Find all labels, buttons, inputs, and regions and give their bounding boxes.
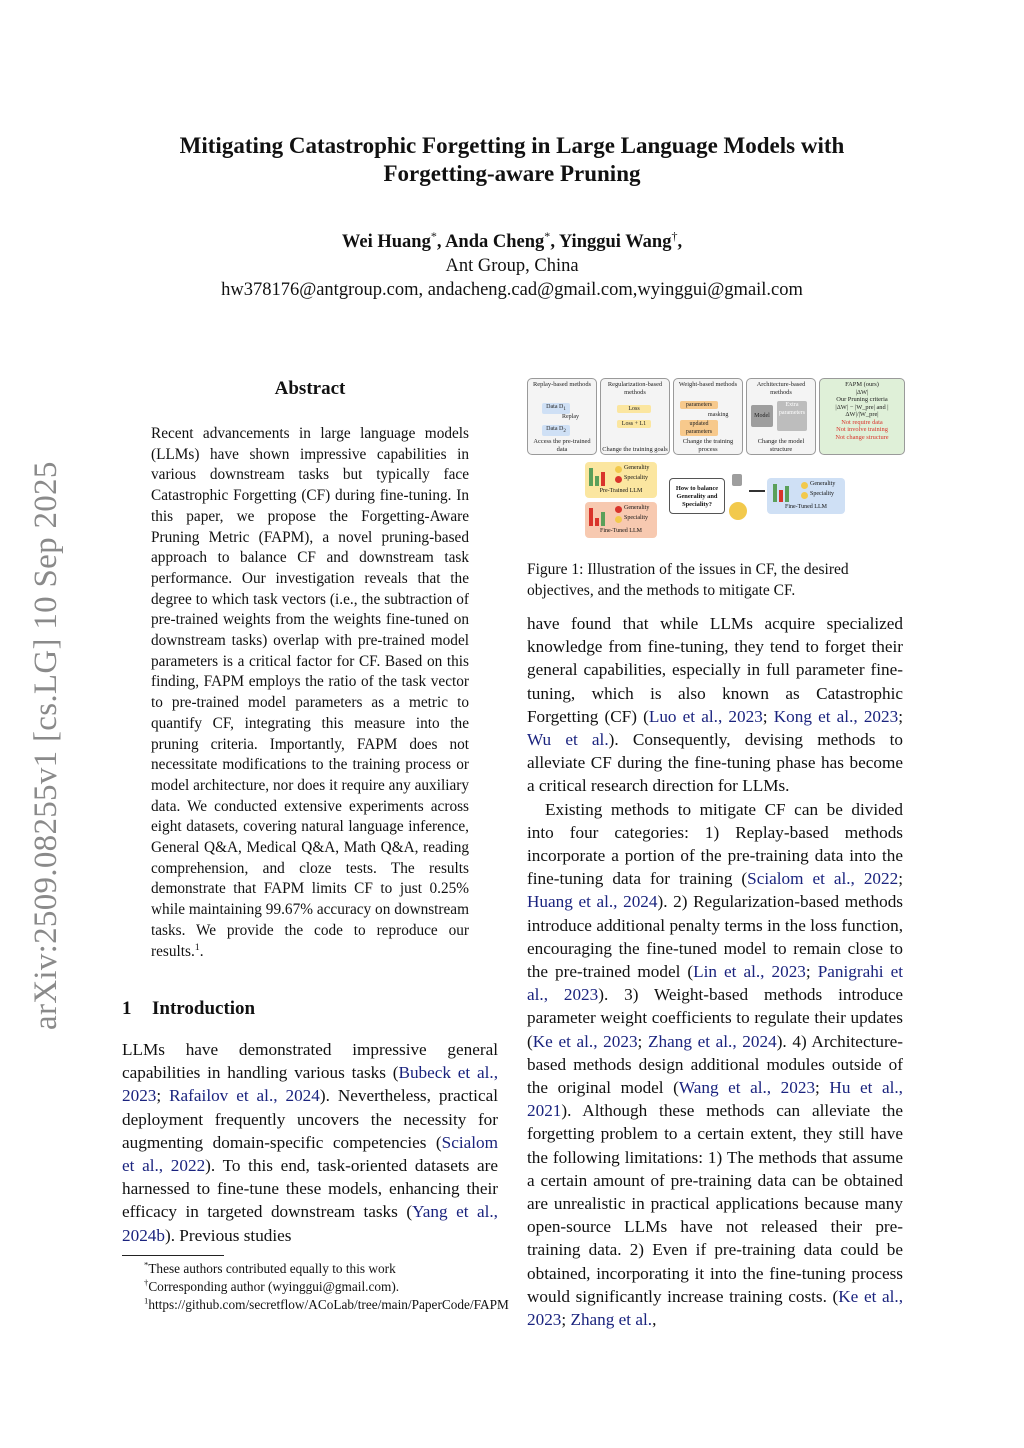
citation-link[interactable]: Ke et al., 2023	[527, 1286, 903, 1330]
footnote-mark: †	[144, 1277, 149, 1288]
intro-text: ). To this end, task-oriented datasets are harnessed to fine-tune these models, enhancing their efficacy in targeted downstream tasks (	[122, 1156, 498, 1222]
authors-block	[100, 230, 924, 302]
author-names	[100, 230, 924, 254]
replay-methods-box	[527, 378, 597, 455]
weight-methods-box	[673, 378, 743, 455]
author-suffix: ,	[677, 232, 683, 252]
speciality-label: Speciality	[810, 491, 834, 497]
architecture-methods-box	[746, 378, 816, 455]
bar-mark	[785, 486, 789, 502]
footnote-ref-1[interactable]: 1	[194, 941, 200, 953]
section-heading	[122, 998, 255, 1020]
weight-foot: Change the training process	[682, 438, 734, 453]
citation-link[interactable]: Bubeck et al., 2023	[122, 1063, 499, 1106]
arch-title: Architecture-based methods	[756, 381, 806, 396]
data-d1: Data D	[546, 404, 564, 410]
fapm-note-1: Not require data	[841, 418, 883, 426]
abstract-heading: Abstract	[274, 378, 346, 399]
fapm-criteria: Our Pruning criteria	[836, 396, 888, 403]
section-title: Introduction	[152, 998, 256, 1019]
reg-title: Regularization-based methods	[607, 381, 663, 396]
extra-params-block: Extra parameters	[777, 401, 807, 431]
title-line-1: Mitigating Catastrophic Forgetting in Large Language Models with	[179, 133, 845, 158]
citation-link[interactable]: Ke et al., 2023	[532, 1031, 638, 1051]
arxiv-stamp: arXiv:2509.08255v1 [cs.LG] 10 Sep 2025	[28, 461, 64, 1030]
citation-link[interactable]: Zhang et al., 2024	[648, 1031, 777, 1051]
body-text: ;	[561, 1310, 571, 1330]
citation-link[interactable]: Wu et al.	[527, 730, 609, 750]
fapm-note-2: Not involve training	[836, 426, 888, 433]
paragraph	[527, 798, 903, 1332]
reg-foot: Change the training goals	[602, 445, 668, 453]
paper-title	[100, 132, 924, 188]
paragraph	[527, 612, 903, 798]
bar-mark	[773, 484, 777, 502]
footnotes	[122, 1259, 509, 1314]
finetuned-llm-box	[585, 502, 657, 538]
pretrained-llm-box	[585, 462, 657, 498]
fapm-w: |ΔW|	[855, 388, 869, 396]
citation-link[interactable]: Luo et al., 2023	[648, 706, 763, 726]
smile-icon	[615, 466, 622, 473]
intro-text: ). Nevertheless, practical deployment frequently uncovers the necessity for augmenting domain-specific competencies (	[122, 1086, 498, 1152]
citation-link[interactable]: Wang et al., 2023	[678, 1078, 816, 1098]
data-d2-sub: 2	[563, 429, 566, 435]
generality-label: Generality	[624, 505, 650, 511]
thinking-face-icon	[729, 502, 747, 520]
footnote-1	[122, 1260, 482, 1278]
footnote-text: Corresponding author (wyinggui@gmail.com).	[148, 1279, 400, 1294]
body-text: ). Consequently, devising methods to alleviate CF during the fine-tuning phase has become a critical research direction for LLMs.	[527, 730, 904, 796]
citation-link[interactable]: Zhang et al.	[570, 1310, 653, 1330]
finetuned-label: Fine-Tuned LLM	[600, 528, 642, 534]
body-text: ;	[637, 1031, 648, 1051]
citation-link[interactable]: Kong et al., 2023	[773, 706, 899, 726]
bar-mark	[779, 490, 783, 502]
bar-icon	[589, 466, 613, 486]
abstract-body	[151, 424, 469, 962]
generality-label: Generality	[810, 481, 836, 487]
citation-link[interactable]: Lin et al., 2023	[693, 962, 806, 982]
intro-text: ;	[156, 1086, 170, 1106]
arrow-icon	[749, 490, 765, 492]
data-d1-sub: 1	[563, 407, 566, 413]
citation-link[interactable]: Scialom et al., 2022	[747, 869, 899, 889]
author-3: , Yinggui Wang	[550, 232, 672, 252]
intro-text: LLMs have demonstrated impressive general capabilities in handling various tasks (	[122, 1040, 498, 1083]
bar-mark	[589, 508, 593, 526]
data-d2: Data D	[546, 426, 564, 432]
fapm-formula: |ΔW| − |W_pre| and |ΔW|/|W_pre|	[835, 403, 889, 418]
updated-parameters-pill: updated parameters	[680, 420, 718, 436]
body-text: Existing methods to mitigate CF can be divided into four categories: 1) Replay-based methods incorporate a portion of the pre-training data into the fine-tuning data for training (	[527, 799, 903, 889]
citation-link[interactable]: Huang et al., 2024	[527, 892, 658, 912]
affiliation: Ant Group, China	[445, 256, 579, 276]
smile-icon	[615, 516, 622, 523]
bar-icon	[773, 482, 797, 502]
body-text: ). 2) Regularization-based methods introduce additional penalty terms in the loss function, encouraging the fine-tuned model to remain close to the pre-trained model (	[527, 892, 903, 982]
citation-link[interactable]: Rafailov et al., 2024	[169, 1086, 320, 1106]
author-1-mark: *	[430, 228, 437, 243]
speciality-label: Speciality	[624, 515, 648, 521]
intro-text: ). Previous studies	[164, 1225, 292, 1245]
bar-mark	[601, 472, 605, 486]
section-number: 1	[122, 998, 132, 1019]
figure-caption: Figure 1: Illustration of the issues in CF, the desired objectives, and the methods to mitigate CF.	[527, 561, 849, 599]
body-text: ). 4) Architecture-based methods design additional modules outside of the original model (	[527, 1031, 904, 1098]
body-text: ;	[898, 706, 903, 726]
author-2-mark: *	[544, 228, 551, 243]
replay-label: Replay	[562, 414, 579, 420]
parameters-pill: parameters	[680, 401, 718, 409]
bar-mark	[589, 468, 593, 486]
body-text: ;	[762, 706, 774, 726]
body-text: have found that while LLMs acquire specialized knowledge from fine-tuning, they tend to forget their general capabilities, especially in full parameter fine-tuning, which is also known as Catastrophic Forgetting (CF) (	[527, 614, 903, 726]
footnote-2	[122, 1278, 482, 1296]
author-1: Wei Huang	[341, 232, 431, 252]
finetuned-balanced-label: Fine-Tuned LLM	[785, 504, 827, 510]
right-column	[527, 612, 903, 1331]
pretrained-label: Pre-Trained LLM	[599, 488, 643, 494]
bar-mark	[595, 476, 599, 486]
speciality-label: Speciality	[624, 475, 648, 481]
fapm-note-3: Not change structure	[835, 433, 889, 441]
author-2: , Anda Cheng	[436, 232, 545, 252]
frown-icon	[615, 476, 622, 483]
data-d2-pill	[542, 425, 570, 436]
loss-pill: Loss	[617, 405, 651, 413]
arch-foot: Change the model structure	[757, 438, 805, 453]
body-text: ;	[815, 1078, 830, 1098]
masking-label: masking	[708, 412, 729, 418]
footnote-url[interactable]: https://github.com/secretflow/ACoLab/tree/main/PaperCode/FAPM	[148, 1297, 509, 1312]
frown-icon	[615, 506, 622, 513]
emails: hw378176@antgroup.com, andacheng.cad@gmail.com,wyinggui@gmail.com	[221, 280, 803, 300]
bar-icon	[589, 506, 613, 526]
generality-label: Generality	[624, 465, 650, 471]
bar-mark	[595, 518, 599, 526]
citation-link[interactable]: Scialom et al., 2022	[122, 1132, 498, 1176]
body-text: ;	[805, 962, 818, 982]
replay-title: Replay-based methods	[532, 381, 592, 388]
finetuned-llm-balanced-box	[767, 478, 845, 514]
citation-link[interactable]: Yang et al., 2024b	[122, 1202, 498, 1245]
fapm-box	[819, 378, 905, 455]
regularization-methods-box	[600, 378, 670, 455]
body-text: ;	[898, 869, 903, 889]
fapm-title: FAPM (ours)	[845, 381, 879, 388]
citation-link[interactable]: Hu et al., 2021	[527, 1078, 903, 1121]
abstract-text: Recent advancements in large language models (LLMs) have shown impressive capabilities in various downstream tasks but typically face Catastrophic Forgetting (CF) during fine-tuning. In this paper, we propose the Forgetting-Aware Pruning Metric (FAPM), a novel pruning-based approach to balance CF and downstream task performance. Our investigation reveals that the degree to which task vectors (i.e., the subtraction of pre-trained weights from the weights fine-tuned on downstream tasks) overlap with pre-trained model parameters is a critical factor for CF. Based on this finding, FAPM employs the ratio of the task vector to pre-trained model parameters as a metric to quantify CF, integrating this measure into the pruning criteria. Importantly, FAPM does not necessitate modifications to the training process or model architecture, nor does it require any auxiliary data. We conducted extensive experiments across eight datasets, covering natural language inference, General Q&A, Medical Q&A, Math Q&A, reading comprehension, and cloze tests. The results demonstrate that FAPM limits CF to just 0.25% while maintaining 99.67% accuracy on downstream tasks. We provide the code to reproduce our results.	[151, 425, 469, 960]
title-line-2: Forgetting-aware Pruning	[383, 161, 641, 186]
data-d1-pill	[542, 403, 570, 414]
question-box: How to balance Generality and Speciality?	[669, 478, 725, 514]
citation-link[interactable]: Panigrahi et al., 2023	[527, 962, 904, 1005]
smile-icon	[801, 482, 808, 489]
figure-1	[527, 378, 905, 548]
body-text: ). 3) Weight-based methods introduce parameter weight coefficients to regulate their updates (	[527, 985, 903, 1051]
bar-mark	[601, 512, 605, 526]
abstract-end: .	[199, 942, 204, 960]
body-text: ). Although these methods can alleviate the forgetting problem to a certain extent, they still have the following limitations: 1) The methods that assume a certain amount of pre-training data can be obtained are unrealistic in practical applications because many open-source LLMs have not released their pre-training data. 2) Even if pre-training data could be obtained, incorporating it into the fine-tuning process would significantly increase training costs. (	[527, 1101, 903, 1306]
footnote-3	[122, 1295, 509, 1314]
weight-title: Weight-based methods	[678, 381, 738, 388]
footnote-text: These authors contributed equally to this work	[148, 1261, 396, 1276]
intro-paragraph	[122, 1038, 498, 1247]
body-text: ,	[652, 1310, 657, 1330]
replay-foot: Access the pre-trained data	[533, 438, 591, 453]
database-icon	[732, 474, 742, 486]
model-block: Model	[751, 405, 773, 427]
footnote-rule	[122, 1255, 224, 1256]
footnote-mark: 1	[144, 1295, 149, 1306]
author-3-mark: †	[671, 228, 678, 243]
loss-l1-pill: Loss + L1	[617, 420, 651, 428]
smile-icon	[801, 492, 808, 499]
footnote-mark: *	[144, 1259, 149, 1270]
